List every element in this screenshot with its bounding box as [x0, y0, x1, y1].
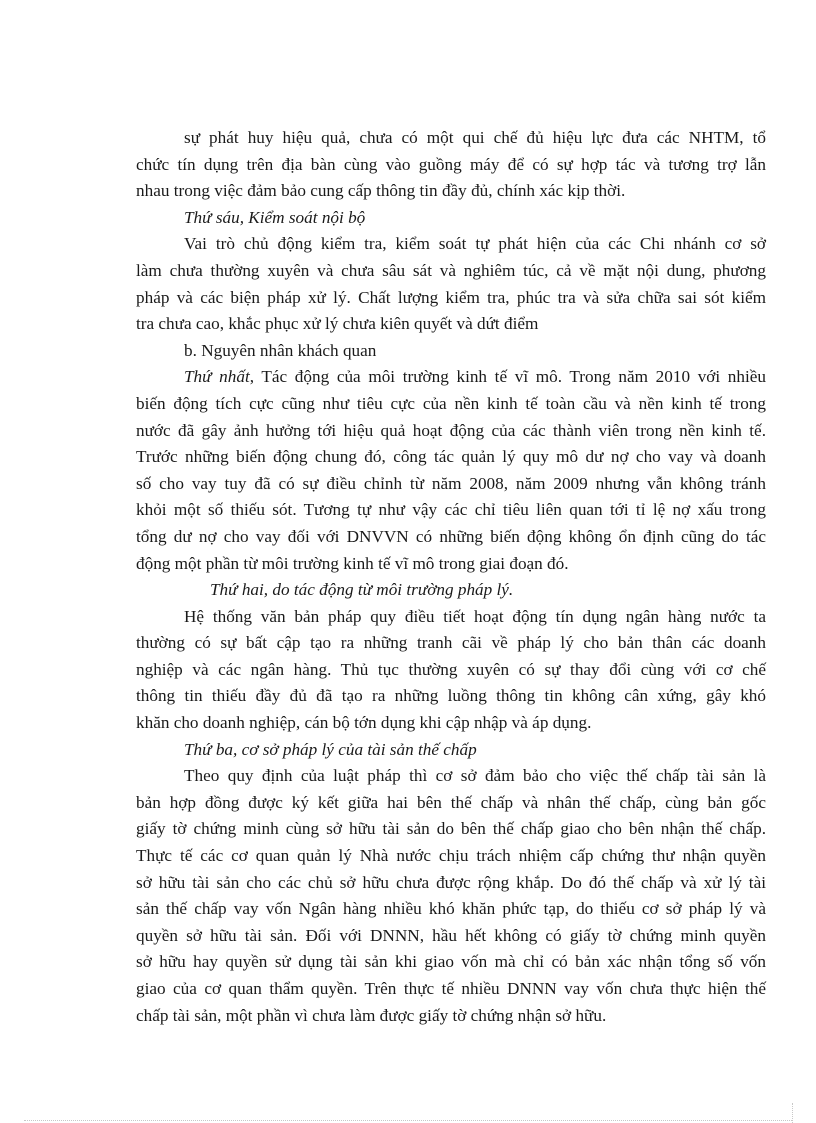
text-line: tổng dư nợ cho vay đối với DNVVN có những biến động không ổn định cũng do tác — [136, 526, 766, 546]
text-line: số cho vay tuy đã có sự điều chỉnh từ năm 2008, năm 2009 nhưng vẫn không tránh — [136, 473, 766, 493]
text-line: bản hợp đồng được ký kết giữa hai bên thế chấp và nhân thế chấp, cùng bản gốc — [136, 792, 766, 812]
text-line: động một phần từ môi trường kinh tế vĩ mô trong giai đoạn đó. — [136, 553, 569, 573]
text-line: sản thế chấp vay vốn Ngân hàng nhiều khó khăn phức tạp, do thiếu cơ sở pháp lý và — [136, 899, 766, 919]
text-line: giấy tờ chứng minh cùng sở hữu tài sản do bên thế chấp giao cho bên nhận thế chấp. — [136, 819, 766, 839]
text-line: b. Nguyên nhân khách quan — [184, 340, 377, 360]
text-line: quyền sở hữu tài sản. Đối với DNNN, hầu hết không có giấy tờ chứng minh quyền — [136, 925, 766, 945]
text-line: Hệ thống văn bản pháp quy điều tiết hoạt động tín dụng ngân hàng nước ta — [184, 606, 766, 626]
text-line: khỏi một số thiếu sót. Tương tự như vậy các chỉ tiêu liên quan tới tỉ lệ nợ xấu trong — [136, 500, 766, 520]
text-line: Theo quy định của luật pháp thì cơ sở đảm bảo cho việc thế chấp tài sản là — [184, 766, 766, 786]
line-text: , Tác động của môi trường kinh tế vĩ mô. Trong năm 2010 với nhiều — [249, 367, 766, 387]
text-line: Thứ hai, do tác động từ môi trường pháp lý. — [210, 580, 514, 600]
text-line: khăn cho doanh nghiệp, cán bộ tớn dụng khi cập nhập và áp dụng. — [136, 713, 592, 733]
text-line: nghiệp và các ngân hàng. Thủ tục thường xuyên có sự thay đổi cùng với cơ chế — [136, 659, 766, 679]
italic-lead: Thứ nhất — [184, 367, 250, 387]
text-line: tra chưa cao, khắc phục xử lý chưa kiên quyết và dứt điểm — [136, 314, 539, 334]
text-line: sở hữu tài sản cho các chủ sở hữu chưa được rộng khắp. Do đó thế chấp và xử lý tài — [136, 872, 766, 892]
text-line: chức tín dụng trên địa bàn cùng vào guồng máy để có sự hợp tác và tương trợ lẫn — [136, 154, 766, 174]
document-page — [136, 125, 766, 1029]
text-line: biến động tích cực cũng như tiêu cực của nền kinh tế toàn cầu và nền kinh tế trong — [136, 393, 766, 413]
text-line: Thực tế các cơ quan quản lý Nhà nước chịu trách nhiệm cấp chứng thư nhận quyền — [136, 846, 766, 866]
text-line: thông tin thiếu đầy đủ đã tạo ra những luồng thông tin không cân xứng, gây khó — [136, 686, 766, 706]
text-line: chấp tài sản, một phần vì chưa làm được giấy tờ chứng nhận sở hữu. — [136, 1005, 607, 1025]
text-line: sở hữu hay quyền sử dụng tài sản khi giao vốn mà chỉ có bản xác nhận tổng số vốn — [136, 952, 766, 972]
page-corner-mark — [792, 1103, 793, 1123]
text-line: nước đã gây ảnh hưởng tới hiệu quả hoạt động của các thành viên trong nền kinh tế. — [136, 420, 766, 440]
text-line: giao của cơ quan thẩm quyền. Trên thực tế nhiều DNNN vay vốn chưa thực hiện thế — [136, 979, 766, 998]
text-line: Thứ sáu, Kiểm soát nội bộ — [184, 207, 366, 227]
text-line: làm chưa thường xuyên và chưa sâu sát và nghiêm túc, cả về mặt nội dung, phương — [136, 260, 766, 280]
text-line: thường có sự bất cập tạo ra những tranh cãi về pháp lý cho bản thân các doanh — [136, 633, 766, 653]
text-line: Vai trò chủ động kiểm tra, kiểm soát tự phát hiện của các Chi nhánh cơ sở — [184, 234, 766, 254]
text-line: sự phát huy hiệu quả, chưa có một qui chế đủ hiệu lực đưa các NHTM, tổ — [184, 128, 766, 147]
text-line: nhau trong việc đảm bảo cung cấp thông tin đầy đủ, chính xác kịp thời. — [136, 181, 626, 201]
text-line — [136, 364, 766, 391]
page-bottom-border — [24, 1120, 792, 1121]
text-line: Trước những biến động chung đó, công tác quản lý quy mô dư nợ cho vay và doanh — [136, 447, 766, 467]
text-line: pháp và các biện pháp xử lý. Chất lượng kiểm tra, phúc tra và sửa chữa sai sót kiểm — [136, 287, 766, 307]
text-line: Thứ ba, cơ sở pháp lý của tài sản thế chấp — [184, 739, 477, 759]
